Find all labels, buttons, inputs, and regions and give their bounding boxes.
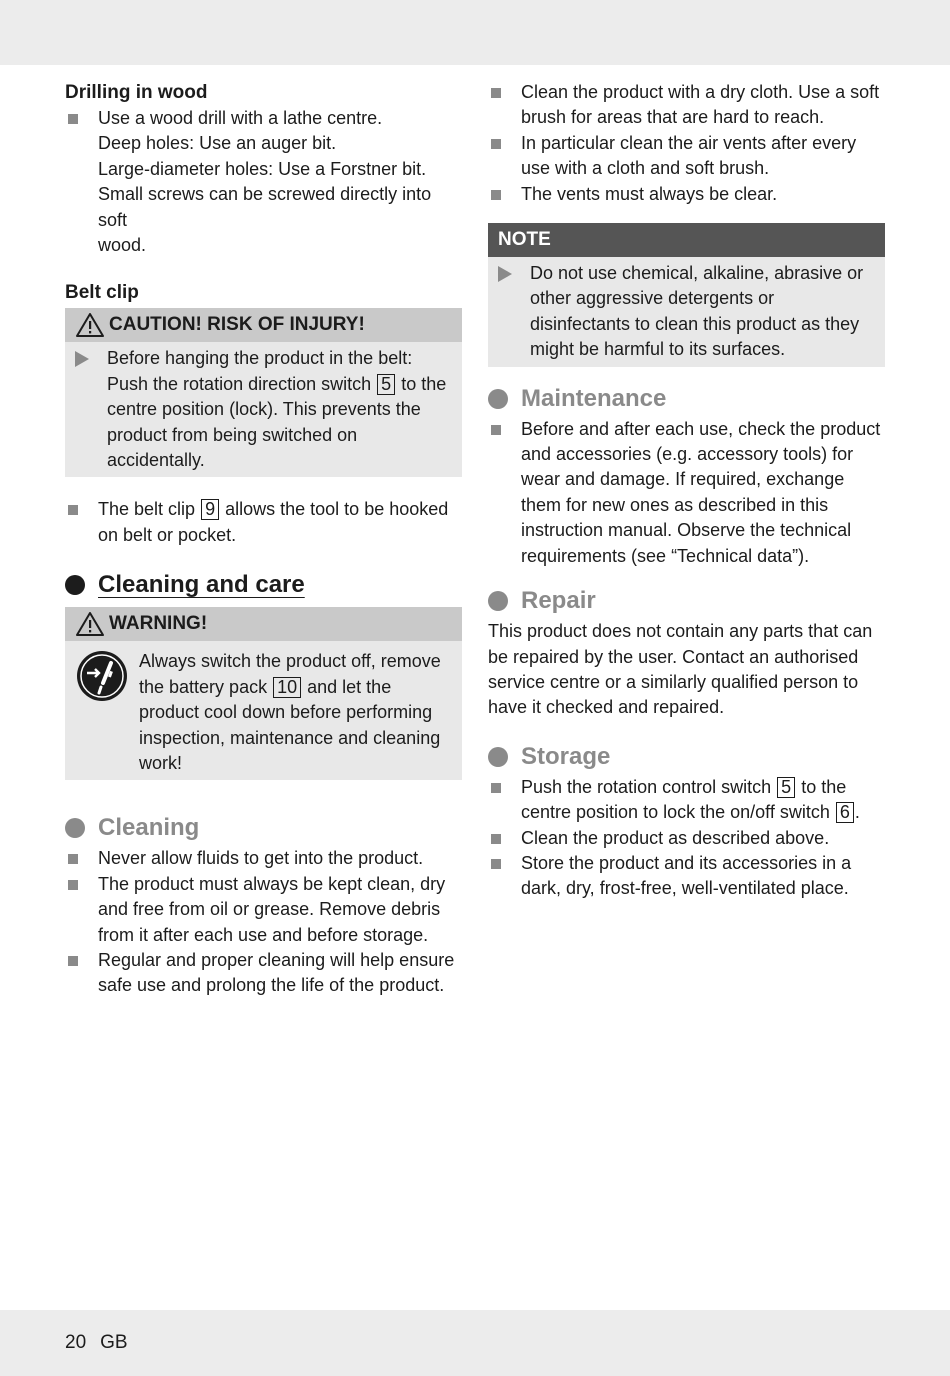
bottom-band bbox=[0, 1310, 950, 1376]
part-number-badge: 6 bbox=[836, 802, 854, 823]
drilling-line: wood. bbox=[98, 235, 147, 256]
list-item: Clean the product as described above. bbox=[488, 826, 885, 851]
belt-clip-text-part: allows the tool to be hooked on belt or pocket. bbox=[98, 499, 449, 545]
maintenance-section bbox=[488, 383, 885, 569]
maintenance-heading bbox=[488, 383, 885, 415]
warning-text-part: Always switch the product off, remove the battery pack bbox=[139, 651, 441, 697]
list-item: Clean the product with a dry cloth. Use a soft brush for areas that are hard to reach. bbox=[488, 80, 885, 131]
cleaning-section bbox=[65, 812, 462, 998]
storage-section bbox=[488, 741, 885, 902]
cleaning-continued-list bbox=[488, 80, 885, 207]
language-code: GB bbox=[100, 1332, 128, 1353]
belt-clip-section bbox=[65, 280, 462, 548]
part-number-badge: 9 bbox=[201, 499, 219, 520]
warning-body bbox=[65, 641, 462, 780]
top-band bbox=[0, 0, 950, 65]
list-item bbox=[65, 497, 462, 548]
drilling-lines bbox=[65, 131, 462, 258]
list-item: The vents must always be clear. bbox=[488, 182, 885, 207]
caution-title: CAUTION! RISK OF INJURY! bbox=[109, 314, 365, 336]
storage-list bbox=[488, 775, 885, 902]
caution-text bbox=[107, 346, 452, 473]
storage-title: Storage bbox=[521, 742, 611, 770]
drilling-line: Deep holes: Use an auger bit. bbox=[98, 133, 337, 154]
cleaning-care-heading bbox=[65, 569, 462, 601]
list-item: In particular clean the air vents after every use with a cloth and soft brush. bbox=[488, 131, 885, 182]
belt-clip-text-part: The belt clip bbox=[98, 499, 196, 520]
note-text: Do not use chemical, alkaline, abrasive or other aggressive detergents or disinfectants to clean this product as they might be harmful to its surfaces. bbox=[530, 263, 864, 360]
part-number-badge: 5 bbox=[777, 777, 795, 798]
note-title: NOTE bbox=[488, 223, 885, 257]
drilling-heading: Drilling in wood bbox=[65, 82, 208, 103]
page-number: 20 bbox=[65, 1332, 87, 1353]
list-item: Never allow fluids to get into the product. bbox=[65, 846, 462, 871]
drilling-line: Large-diameter holes: Use a Forstner bit. bbox=[98, 158, 427, 179]
caution-text-part: Before hanging the product in the belt: Push the rotation direction switch bbox=[107, 348, 413, 394]
warning-text-part: and let the product cool down before performing inspection, maintenance and cleaning work! bbox=[139, 676, 441, 773]
warning-triangle-icon bbox=[75, 611, 105, 637]
maintenance-list bbox=[488, 417, 885, 569]
list-item: Regular and proper cleaning will help ensure safe use and prolong the life of the product. bbox=[65, 948, 462, 999]
belt-clip-heading: Belt clip bbox=[65, 282, 139, 304]
warning-title: WARNING! bbox=[109, 613, 208, 635]
warning-text bbox=[139, 649, 452, 776]
section-bullet-icon bbox=[65, 818, 85, 838]
list-item bbox=[488, 775, 885, 826]
unplug-battery-icon bbox=[75, 649, 129, 703]
drilling-section bbox=[65, 80, 462, 258]
caution-box bbox=[65, 308, 462, 477]
section-bullet-icon bbox=[488, 591, 508, 611]
storage-text-part: to the centre position to lock the on/off switch bbox=[521, 776, 847, 823]
note-body bbox=[488, 257, 885, 367]
cleaning-care-section bbox=[65, 569, 462, 780]
belt-clip-list bbox=[65, 497, 462, 548]
storage-text-part: . bbox=[854, 802, 860, 823]
drilling-list bbox=[65, 106, 462, 131]
repair-section bbox=[488, 585, 885, 721]
left-column bbox=[65, 80, 462, 999]
note-box bbox=[488, 223, 885, 367]
storage-heading bbox=[488, 741, 885, 773]
list-item: Use a wood drill with a lathe centre. bbox=[65, 106, 462, 131]
cleaning-care-title: Cleaning and care bbox=[98, 571, 305, 599]
repair-text: This product does not contain any parts that can be repaired by the user. Contact an authorised service centre or a similarly qualified person to have it checked and repaired. bbox=[488, 621, 873, 718]
section-bullet-icon bbox=[488, 389, 508, 409]
list-item: The product must always be kept clean, dry and free from oil or grease. Remove debris from it after each use and before storage. bbox=[65, 872, 462, 948]
cleaning-title: Cleaning bbox=[98, 814, 200, 842]
maintenance-title: Maintenance bbox=[521, 384, 667, 412]
repair-title: Repair bbox=[521, 587, 596, 615]
caution-text-part: to the centre position (lock). This prevents the product from being switched on accidentally. bbox=[107, 373, 447, 471]
warning-box bbox=[65, 607, 462, 780]
arrow-right-icon bbox=[498, 266, 512, 282]
section-bullet-icon bbox=[65, 575, 85, 595]
page-footer bbox=[65, 1330, 142, 1355]
caution-body bbox=[65, 342, 462, 477]
warning-header bbox=[65, 607, 462, 641]
list-item: Before and after each use, check the product and accessories (e.g. accessory tools) for wear and damage. If required, exchange them for new ones as described in this instruction manual. Observe the technical requirements (see “Technical data”). bbox=[488, 417, 885, 569]
storage-text-part: Push the rotation control switch bbox=[521, 776, 772, 797]
list-item: Store the product and its accessories in a dark, dry, frost-free, well-ventilated place. bbox=[488, 851, 885, 902]
caution-header bbox=[65, 308, 462, 342]
drilling-line: Small screws can be screwed directly into soft bbox=[98, 184, 432, 230]
cleaning-list bbox=[65, 846, 462, 998]
section-bullet-icon bbox=[488, 747, 508, 767]
part-number-badge: 5 bbox=[377, 374, 395, 395]
cleaning-heading bbox=[65, 812, 462, 844]
arrow-right-icon bbox=[75, 351, 89, 367]
repair-heading bbox=[488, 585, 885, 617]
part-number-badge: 10 bbox=[273, 677, 301, 698]
warning-triangle-icon bbox=[75, 312, 105, 338]
right-column bbox=[488, 80, 885, 902]
